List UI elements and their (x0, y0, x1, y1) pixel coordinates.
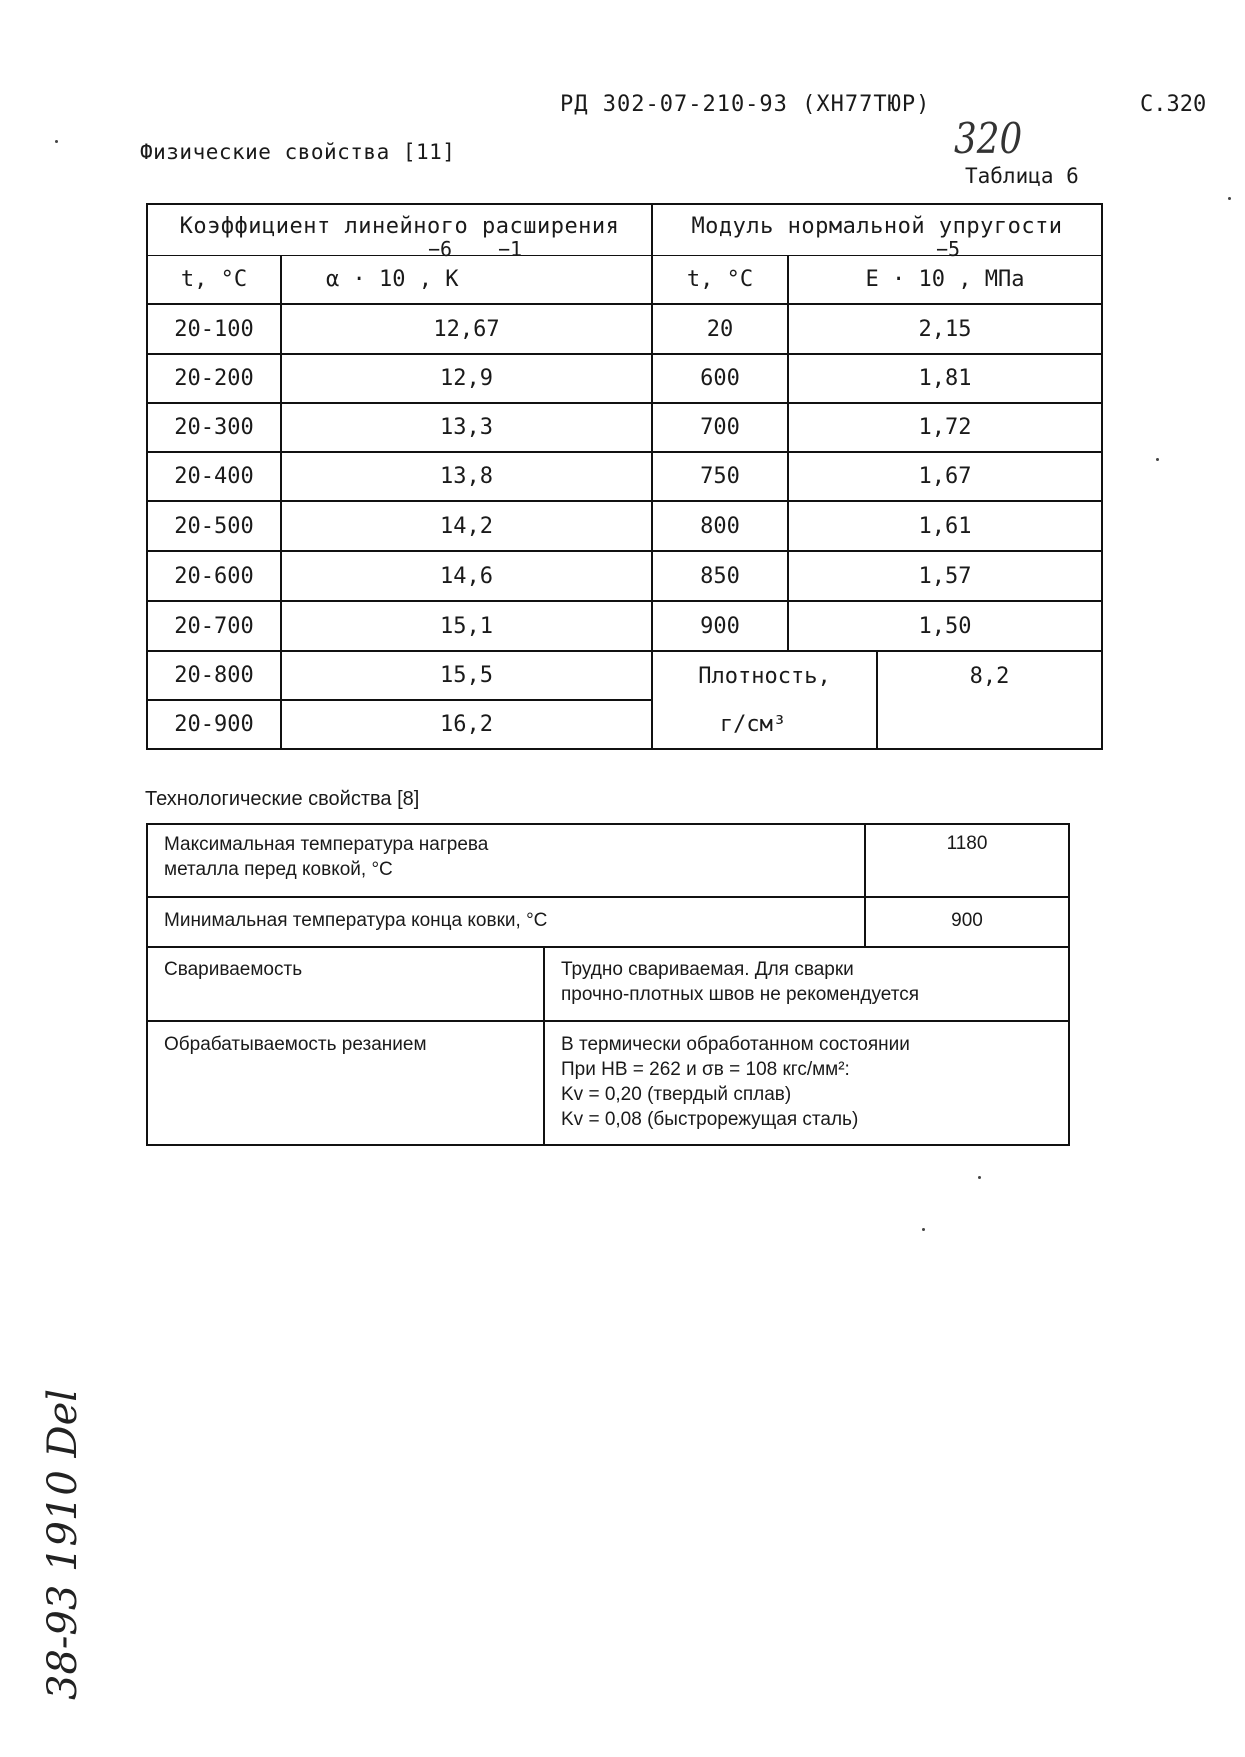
min-temp-label: Минимальная температура конца ковки, °C (164, 910, 548, 931)
table-cell: 14,6 (440, 563, 493, 589)
document-code: РД 302-07-210-93 (ХН77ТЮР) (560, 92, 931, 117)
table-cell: 13,8 (440, 464, 493, 489)
density-unit: г/см³ (719, 711, 787, 737)
table-cell: 12,67 (433, 316, 500, 342)
table-cell: 20-800 (174, 663, 254, 688)
expansion-temp-header: t, °C (180, 267, 248, 292)
machinability-line4: Kv = 0,08 (быстрорежущая сталь) (561, 1109, 859, 1130)
weldability-line2: прочно-плотных швов не рекомендуется (561, 984, 919, 1005)
table-cell: 15,5 (440, 663, 493, 688)
table-cell: 1,57 (918, 563, 972, 589)
handwritten-page-number: 320 (954, 114, 1023, 163)
table-cell: 1,72 (918, 415, 972, 440)
table-cell: 20-500 (174, 513, 254, 539)
table-cell: 20-600 (174, 563, 254, 589)
table-cell: 20-900 (174, 712, 254, 737)
scan-speck (1156, 458, 1159, 461)
physical-properties-table (146, 203, 1103, 750)
table-cell: 2,15 (918, 316, 972, 342)
table-cell: 600 (700, 366, 740, 391)
table-cell: 900 (700, 613, 740, 639)
page-number: С.320 (1140, 92, 1207, 117)
table-cell: 20-100 (174, 316, 254, 342)
kelvin-exponent: −1 (498, 237, 523, 261)
modulus-group-header: Модуль нормальной упругости (691, 213, 1063, 239)
margin-handwritten-note: 38-93 1910 Del (40, 1388, 86, 1700)
table-cell: 15,1 (440, 613, 493, 639)
table-cell: 20-200 (174, 366, 254, 391)
table-cell: 20-700 (174, 613, 254, 639)
scan-speck (922, 1228, 925, 1231)
machinability-line3: Kv = 0,20 (твердый сплав) (561, 1084, 792, 1105)
table-cell: 14,2 (440, 513, 493, 539)
min-temp-value: 900 (951, 910, 983, 931)
weldability-label: Свариваемость (164, 959, 303, 980)
table-cell: 1,81 (918, 366, 972, 391)
technological-properties-table (146, 823, 1070, 1146)
table-cell: 12,9 (440, 366, 493, 391)
table-cell: 13,3 (440, 415, 493, 440)
scan-speck (978, 1176, 981, 1179)
table-cell: 700 (700, 415, 740, 440)
technological-properties-title: Технологические свойства [8] (145, 788, 420, 810)
expansion-group-header: Коэффициент линейного расширения (179, 213, 620, 239)
scan-speck (1228, 197, 1231, 200)
table-cell: 20 (706, 316, 734, 342)
machinability-line1: В термически обработанном состоянии (561, 1034, 910, 1055)
modulus-header: E · 10 , МПа (865, 267, 1025, 292)
table-cell: 750 (700, 464, 740, 489)
max-temp-label-line1: Максимальная температура нагрева (164, 834, 489, 855)
table-cell: 800 (700, 513, 740, 539)
machinability-line2: При НВ = 262 и σв = 108 кгс/мм²: (561, 1059, 850, 1080)
table-cell: 1,50 (918, 613, 972, 639)
max-temp-value: 1180 (946, 833, 988, 854)
table-label: Таблица 6 (965, 164, 1079, 188)
physical-properties-title: Физические свойства [11] (140, 140, 456, 164)
density-value: 8,2 (969, 663, 1010, 689)
table-cell: 20-400 (174, 464, 254, 489)
table-cell: 20-300 (174, 415, 254, 440)
max-temp-label-line2: металла перед ковкой, °C (164, 859, 393, 880)
table-cell: 1,61 (918, 513, 972, 539)
density-label: Плотность, (698, 663, 831, 689)
alpha-header: α · 10 , K (326, 267, 459, 292)
modulus-exponent: −5 (936, 237, 961, 261)
table-cell: 850 (700, 563, 740, 589)
table-cell: 1,67 (918, 464, 972, 489)
scan-speck (55, 140, 58, 143)
weldability-line1: Трудно свариваемая. Для сварки (561, 959, 854, 980)
alpha-exponent: −6 (428, 237, 453, 261)
table-cell: 16,2 (440, 712, 493, 737)
modulus-temp-header: t, °C (686, 267, 754, 292)
machinability-label: Обрабатываемость резанием (164, 1034, 427, 1055)
